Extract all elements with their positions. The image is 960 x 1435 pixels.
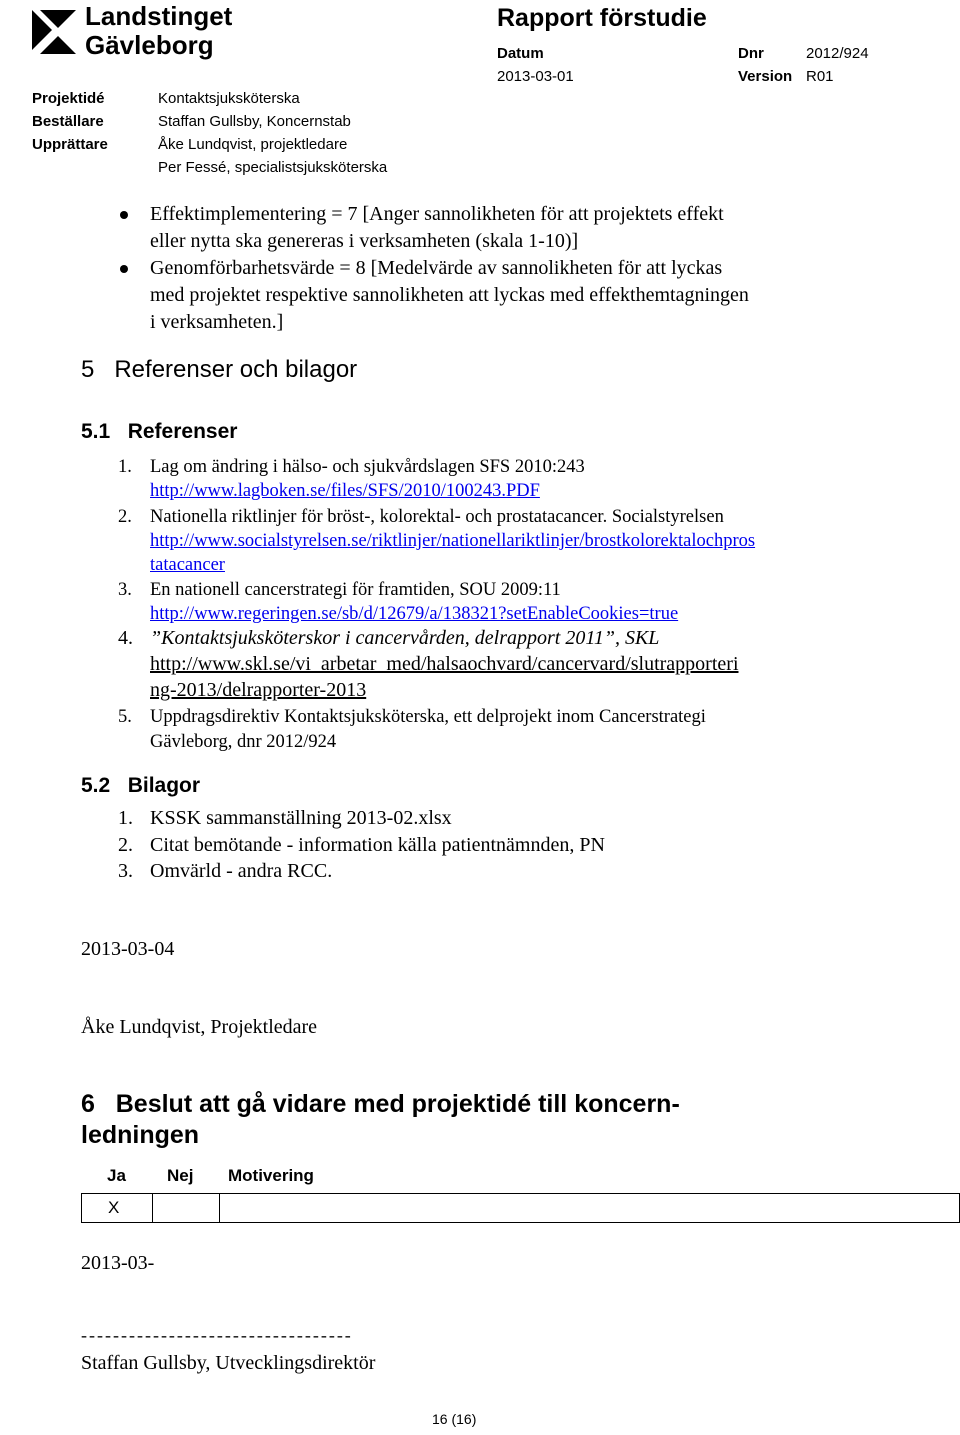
upprattare-value-2: Per Fessé, specialistsjuksköterska [158, 159, 388, 176]
version-label: Version [738, 68, 793, 85]
bullet-2-line-3: i verksamheten.] [150, 311, 284, 333]
document-title: Rapport förstudie [497, 4, 707, 32]
ref-2-link[interactable]: http://www.socialstyrelsen.se/riktlinjer/nationellariktlinjer/brostkolorektalochpros [150, 531, 756, 551]
column-header-motivering: Motivering [228, 1166, 314, 1185]
ref-3-text: En nationell cancerstrategi för framtiden, SOU 2009:11 [150, 580, 561, 600]
page-number: 16 (16) [432, 1411, 477, 1427]
ref-2-text: Nationella riktlinjer för bröst-, kolorektal- och prostatacancer. Socialstyrelsen [150, 507, 724, 527]
ref-1-link[interactable]: http://www.lagboken.se/files/SFS/2010/100243.PDF [150, 481, 540, 501]
logo-line2: Gävleborg [85, 30, 214, 60]
ref-5-text: Uppdragsdirektiv Kontaktsjuksköterska, ett delprojekt inom Cancerstrategi [150, 707, 706, 727]
bestallare-label: Beställare [32, 113, 104, 130]
ref-1-number: 1. [118, 457, 132, 477]
director-name: Staffan Gullsby, Utvecklingsdirektör [81, 1352, 376, 1374]
version-value: R01 [806, 68, 834, 85]
ref-2-link-cont[interactable]: tatacancer [150, 555, 225, 575]
bilaga-2-text: Citat bemötande - information källa patientnämnden, PN [150, 834, 605, 856]
bilaga-3-number: 3. [118, 860, 133, 882]
logo-text [85, 2, 232, 60]
signature-date: 2013-03-04 [81, 938, 175, 960]
bilaga-1-number: 1. [118, 807, 133, 829]
bilaga-1-text: KSSK sammanställning 2013-02.xlsx [150, 807, 452, 829]
section-5-heading: 5 Referenser och bilagor [81, 356, 358, 383]
datum-label: Datum [497, 45, 544, 62]
section-5-1-heading: 5.1 Referenser [81, 420, 238, 443]
bullet-1-line-2: eller nytta ska genereras i verksamheten (skala 1-10)] [150, 230, 579, 252]
datum-value: 2013-03-01 [497, 68, 574, 85]
table-row [82, 1194, 960, 1223]
bullet-dot [120, 211, 128, 219]
signature-line: ---------------------------------- [81, 1325, 353, 1345]
bilaga-3-text: Omvärld - andra RCC. [150, 860, 333, 882]
ref-4-link[interactable]: http://www.skl.se/vi_arbetar_med/halsaochvard/cancervard/slutrapporteri [150, 653, 739, 675]
section-5-2-heading: 5.2 Bilagor [81, 774, 201, 797]
bullet-2-line-2: med projektet respektive sannolikheten att lyckas med effekthemtagningen [150, 284, 749, 306]
logo-line1: Landstinget [85, 1, 233, 31]
signer-name: Åke Lundqvist, Projektledare [81, 1016, 318, 1038]
ref-4-text: ”Kontaktsjuksköterskor i cancervården, delrapport 2011”, SKL [150, 627, 660, 649]
projektide-label: Projektidé [32, 90, 105, 107]
dnr-value: 2012/924 [806, 45, 869, 62]
ref-4-number: 4. [118, 627, 133, 649]
bullet-1-line-1: Effektimplementering = 7 [Anger sannolikheten för att projektets effekt [150, 203, 724, 225]
bestallare-value: Staffan Gullsby, Koncernstab [158, 113, 351, 130]
ref-3-number: 3. [118, 580, 132, 600]
decision-table [81, 1193, 960, 1223]
section-6-heading-line-2: ledningen [81, 1121, 200, 1149]
dnr-label: Dnr [738, 45, 764, 62]
column-header-ja: Ja [107, 1166, 126, 1185]
nej-cell[interactable] [152, 1194, 219, 1223]
bullet-dot [120, 265, 128, 273]
ref-5-text-cont: Gävleborg, dnr 2012/924 [150, 732, 337, 752]
upprattare-value-1: Åke Lundqvist, projektledare [158, 136, 348, 153]
bullet-2-line-1: Genomförbarhetsvärde = 8 [Medelvärde av sannolikheten för att lyckas [150, 257, 723, 279]
section-6-heading-line-1: 6 Beslut att gå vidare med projektidé till koncern- [81, 1090, 680, 1118]
motivering-cell[interactable] [219, 1194, 959, 1223]
ja-cell[interactable]: X [82, 1194, 153, 1223]
ref-1-text: Lag om ändring i hälso- och sjukvårdslagen SFS 2010:243 [150, 457, 585, 477]
ref-2-number: 2. [118, 507, 132, 527]
projektide-value: Kontaktsjuksköterska [158, 90, 300, 107]
ref-3-link[interactable]: http://www.regeringen.se/sb/d/12679/a/138321?setEnableCookies=true [150, 604, 679, 624]
bilaga-2-number: 2. [118, 834, 133, 856]
ref-4-link-cont[interactable]: ng-2013/delrapporter-2013 [150, 679, 367, 701]
decision-date: 2013-03- [81, 1252, 155, 1274]
landstinget-logo-icon [30, 6, 78, 62]
column-header-nej: Nej [167, 1166, 194, 1185]
upprattare-label: Upprättare [32, 136, 108, 153]
ref-5-number: 5. [118, 707, 132, 727]
